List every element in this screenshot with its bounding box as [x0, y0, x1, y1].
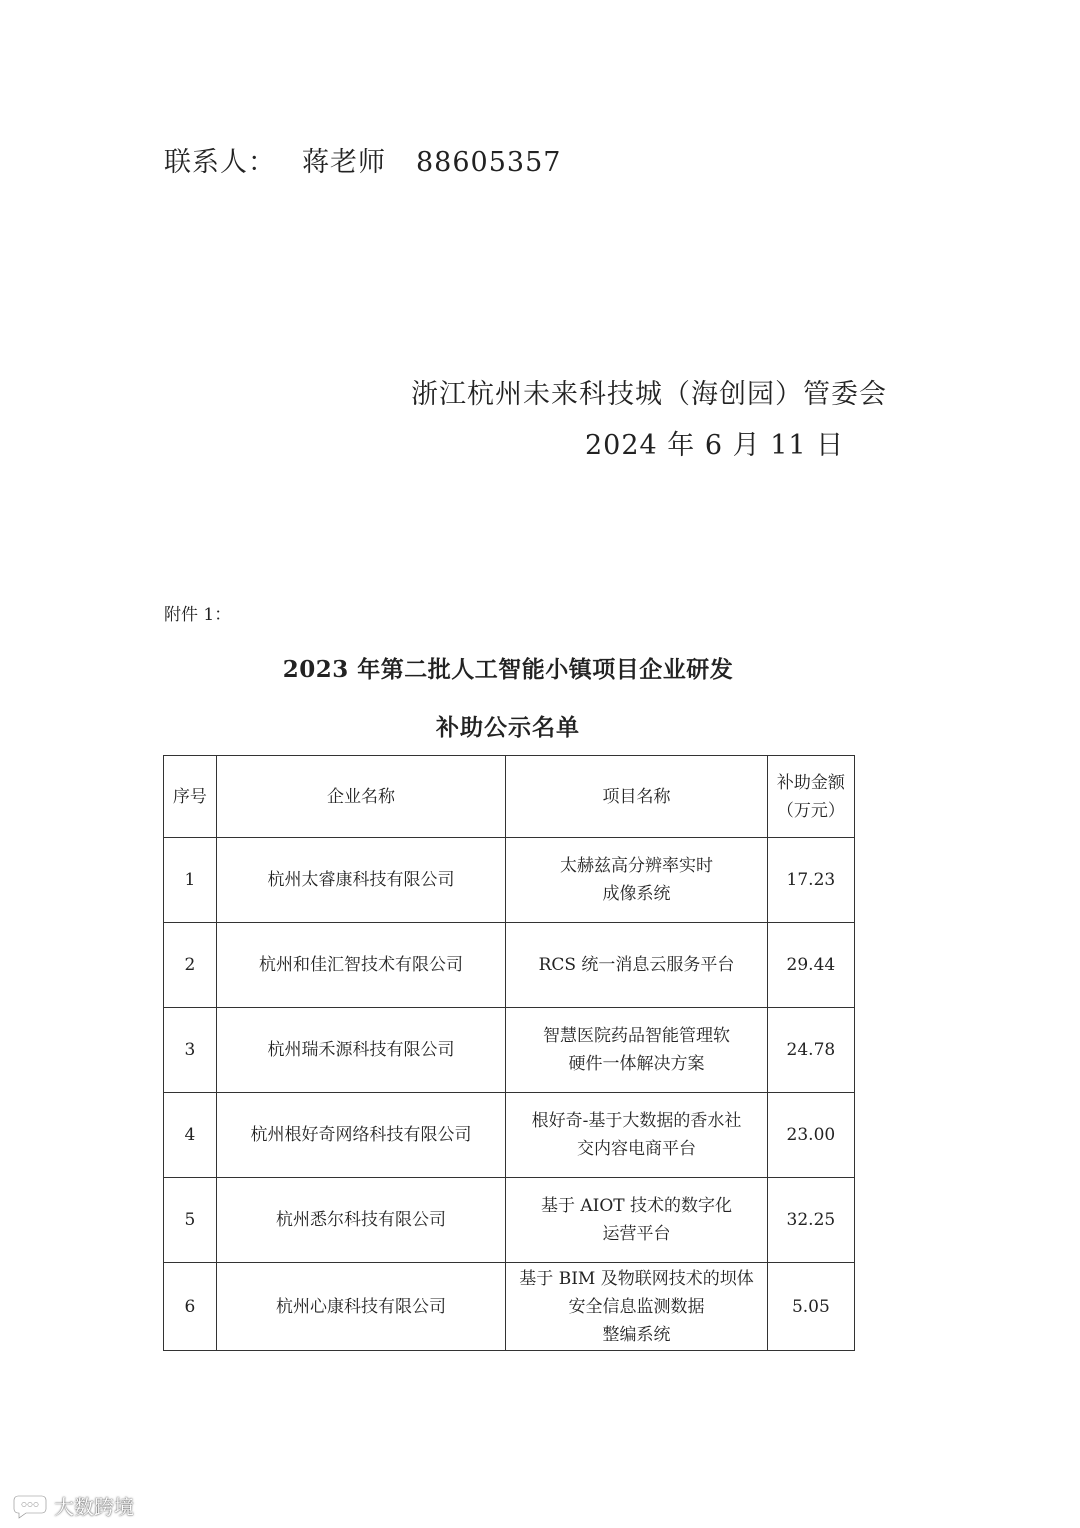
project-line: 运营平台 — [602, 1224, 671, 1244]
row-project — [506, 1093, 768, 1178]
project-line: 基于 AIOT 技术的数字化 — [540, 1196, 733, 1216]
row-no: 3 — [164, 1008, 217, 1093]
table-row — [164, 1178, 855, 1263]
table-row — [164, 923, 855, 1008]
row-project — [506, 923, 768, 1008]
watermark-text: 大数跨境 — [54, 1495, 134, 1519]
row-no: 5 — [164, 1178, 217, 1263]
table-header-row — [164, 756, 855, 838]
row-no: 1 — [164, 838, 217, 923]
document-title-line-1: 2023 年第二批人工智能小镇项目企业研发 — [282, 656, 734, 683]
chat-bubble-logo-icon — [12, 1493, 48, 1519]
table-row — [164, 1008, 855, 1093]
issuing-organization: 浙江杭州未来科技城（海创园）管委会 — [411, 379, 887, 410]
row-company: 杭州太睿康科技有限公司 — [216, 838, 506, 923]
contact-name: 蒋老师 — [302, 147, 386, 178]
project-line: 交内容电商平台 — [577, 1139, 697, 1159]
contact-label: 联系人： — [164, 147, 276, 178]
row-amount: 5.05 — [767, 1263, 854, 1351]
row-no: 6 — [164, 1263, 217, 1351]
header-project: 项目名称 — [506, 756, 768, 838]
table-row — [164, 1093, 855, 1178]
header-amount-line-2: （万元） — [776, 800, 845, 821]
contact-line — [164, 140, 561, 179]
project-line: 成像系统 — [602, 884, 671, 904]
row-project — [506, 838, 768, 923]
project-line: 智慧医院药品智能管理软 — [543, 1026, 731, 1046]
table-row — [164, 838, 855, 923]
header-amount — [767, 756, 854, 838]
row-amount: 29.44 — [767, 923, 854, 1008]
row-amount: 32.25 — [767, 1178, 854, 1263]
row-company: 杭州根好奇网络科技有限公司 — [216, 1093, 506, 1178]
watermark — [12, 1491, 134, 1520]
row-company: 杭州悉尔科技有限公司 — [216, 1178, 506, 1263]
project-line: 整编系统 — [602, 1324, 671, 1345]
project-line: RCS 统一消息云服务平台 — [538, 955, 735, 975]
header-amount-line-1: 补助金额 — [776, 772, 845, 793]
row-company: 杭州和佳汇智技术有限公司 — [216, 923, 506, 1008]
row-no: 2 — [164, 923, 217, 1008]
project-line: 安全信息监测数据 — [568, 1296, 705, 1317]
attachment-label: 附件 1： — [164, 605, 232, 625]
row-amount: 17.23 — [767, 838, 854, 923]
row-company: 杭州心康科技有限公司 — [216, 1263, 506, 1351]
header-no: 序号 — [164, 756, 217, 838]
document-title-line-2: 补助公示名单 — [436, 714, 580, 741]
table-row — [164, 1263, 855, 1351]
row-no: 4 — [164, 1093, 217, 1178]
project-line: 根好奇-基于大数据的香水社 — [531, 1111, 742, 1131]
project-line: 硬件一体解决方案 — [568, 1054, 705, 1074]
contact-phone: 88605357 — [416, 147, 562, 178]
subsidy-list-table — [163, 755, 855, 1351]
project-line: 太赫兹高分辨率实时 — [560, 856, 714, 876]
row-amount: 23.00 — [767, 1093, 854, 1178]
issue-date: 2024 年 6 月 11 日 — [585, 430, 845, 461]
row-company: 杭州瑞禾源科技有限公司 — [216, 1008, 506, 1093]
row-project — [506, 1178, 768, 1263]
project-line: 基于 BIM 及物联网技术的坝体 — [519, 1268, 754, 1289]
row-amount: 24.78 — [767, 1008, 854, 1093]
row-project — [506, 1008, 768, 1093]
row-project — [506, 1263, 768, 1351]
header-company: 企业名称 — [216, 756, 506, 838]
